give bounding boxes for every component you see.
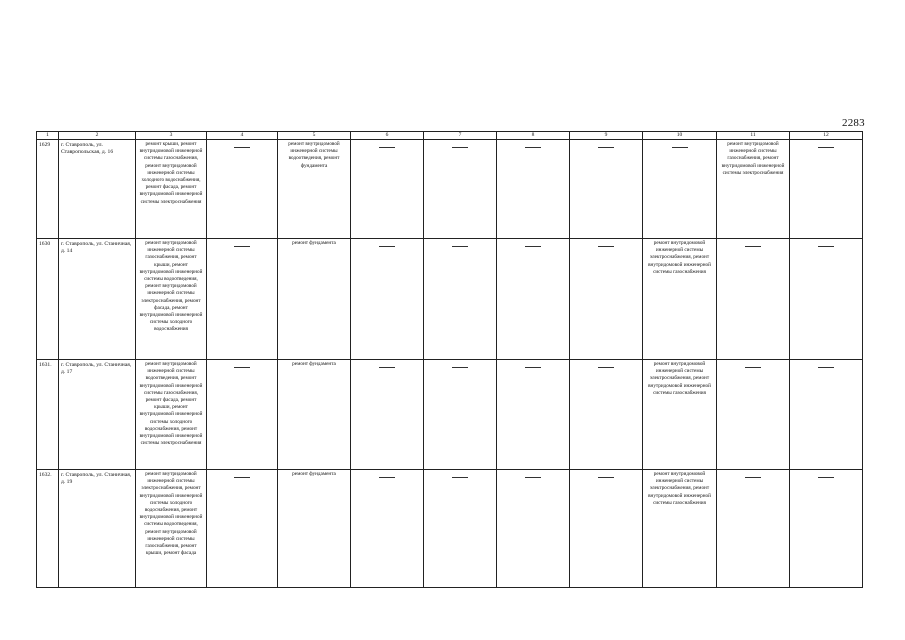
dash-mark xyxy=(598,246,614,247)
dash-mark xyxy=(379,477,395,478)
empty-cell xyxy=(351,239,424,360)
column-header: 9 xyxy=(570,132,643,140)
table-cell xyxy=(136,360,207,470)
dash-mark xyxy=(234,246,250,247)
empty-cell xyxy=(497,360,570,470)
table-cell xyxy=(59,360,136,470)
dash-mark xyxy=(525,367,541,368)
table-cell xyxy=(37,470,59,588)
empty-cell xyxy=(570,470,643,588)
column-header: 5 xyxy=(278,132,351,140)
work-list-cell: ремонт внутридомовой инженерной системы электроснабжения, ремонт внутридомовой инженерной системы холодного водоснабжения, ремонт внутридомовой инженерной системы водоотведения, ремонт внутридомовой инженерной системы газоснабжения, ремонт крыши, ремонт фасада xyxy=(139,471,203,557)
row-number: 1630 xyxy=(39,241,51,247)
empty-cell xyxy=(207,360,278,470)
work-list-cell: ремонт внутридомовой инженерной системы газоснабжения, ремонт внутридомовой инженерной системы электроснабжения xyxy=(721,141,785,176)
table-cell xyxy=(59,140,136,239)
dash-mark xyxy=(525,477,541,478)
column-header: 8 xyxy=(497,132,570,140)
dash-mark xyxy=(745,477,761,478)
table-cell xyxy=(136,140,207,239)
empty-cell xyxy=(717,239,790,360)
dash-mark xyxy=(525,246,541,247)
dash-mark xyxy=(745,246,761,247)
dash-mark xyxy=(234,477,250,478)
table-cell xyxy=(59,470,136,588)
row-number: 1631. xyxy=(39,362,52,368)
table-cell xyxy=(59,239,136,360)
table-cell xyxy=(278,140,351,239)
dash-mark xyxy=(452,477,468,478)
dash-mark xyxy=(818,477,834,478)
work-list-cell: ремонт внутридомовой инженерной системы электроснабжения, ремонт внутридомовой инженерной системы газоснабжения xyxy=(648,361,711,396)
empty-cell xyxy=(207,239,278,360)
empty-cell xyxy=(497,239,570,360)
table-cell xyxy=(278,470,351,588)
work-list-cell: ремонт внутридомовой инженерной системы водоотведения, ремонт внутридомовой инженерной системы газоснабжения, ремонт фасада, ремонт крыши, ремонт внутридомовой инженерной системы холодного водоснабжения, ремонт внутридомовой инженерной системы электроснабжения xyxy=(139,361,203,447)
empty-cell xyxy=(351,470,424,588)
empty-cell xyxy=(207,470,278,588)
empty-cell xyxy=(790,360,863,470)
address-cell: г. Ставрополь, ул. Ставропольская, д. 16 xyxy=(61,142,114,156)
dash-mark xyxy=(598,367,614,368)
empty-cell xyxy=(207,140,278,239)
column-header: 2 xyxy=(59,132,136,140)
table-cell xyxy=(278,360,351,470)
empty-cell xyxy=(570,239,643,360)
table-cell xyxy=(278,239,351,360)
empty-cell xyxy=(351,360,424,470)
page-number: 2283 xyxy=(842,117,865,129)
dash-mark xyxy=(818,367,834,368)
column-header: 7 xyxy=(424,132,497,140)
table-cell xyxy=(717,140,790,239)
work-list-cell: ремонт внутридомовой инженерной системы электроснабжения, ремонт внутридомовой инженерной системы газоснабжения xyxy=(648,240,711,275)
empty-cell xyxy=(424,360,497,470)
empty-cell xyxy=(424,239,497,360)
table-row xyxy=(37,140,863,239)
dash-mark xyxy=(525,147,541,148)
table-cell xyxy=(136,470,207,588)
empty-cell xyxy=(790,470,863,588)
empty-cell xyxy=(717,360,790,470)
dash-mark xyxy=(379,147,395,148)
row-number: 1629 xyxy=(39,142,51,148)
column-header: 10 xyxy=(643,132,717,140)
column-header: 12 xyxy=(790,132,863,140)
table-cell xyxy=(643,470,717,588)
empty-cell xyxy=(790,140,863,239)
empty-cell xyxy=(570,140,643,239)
dash-mark xyxy=(452,147,468,148)
table-row xyxy=(37,239,863,360)
empty-cell xyxy=(570,360,643,470)
row-number: 1632. xyxy=(39,472,52,478)
work-list-cell: ремонт внутридомовой инженерной системы газоснабжения, ремонт крыши, ремонт внутридомовой инженерной системы водоотведения, ремонт внутридомовой инженерной системы электроснабжения, ремонт фасада, ремонт внутридомовой инженерной системы холодного водоснабжения xyxy=(139,240,203,333)
address-cell: г. Ставрополь, ул. Станичная, д. 14 xyxy=(61,241,132,255)
capital-repair-table xyxy=(36,131,863,588)
table-row xyxy=(37,470,863,588)
column-header: 6 xyxy=(351,132,424,140)
table-row xyxy=(37,360,863,470)
table-cell xyxy=(136,239,207,360)
work-list-cell: ремонт внутридомовой инженерной системы водоотведения, ремонт фундамента xyxy=(288,141,340,169)
work-list-cell: ремонт фундамента xyxy=(292,240,336,246)
dash-mark xyxy=(234,147,250,148)
dash-mark xyxy=(598,477,614,478)
dash-mark xyxy=(379,246,395,247)
column-header: 11 xyxy=(717,132,790,140)
dash-mark xyxy=(234,367,250,368)
empty-cell xyxy=(424,140,497,239)
dash-mark xyxy=(452,367,468,368)
empty-cell xyxy=(790,239,863,360)
address-cell: г. Ставрополь, ул. Станичная, д. 19 xyxy=(61,472,132,486)
dash-mark xyxy=(672,147,688,148)
table-cell xyxy=(643,239,717,360)
empty-cell xyxy=(643,140,717,239)
table-cell xyxy=(37,360,59,470)
address-cell: г. Ставрополь, ул. Станичная, д. 17 xyxy=(61,362,132,376)
empty-cell xyxy=(717,470,790,588)
dash-mark xyxy=(745,367,761,368)
column-number-row xyxy=(37,132,863,140)
column-header: 1 xyxy=(37,132,59,140)
column-header: 3 xyxy=(136,132,207,140)
empty-cell xyxy=(424,470,497,588)
dash-mark xyxy=(452,246,468,247)
table-cell xyxy=(643,360,717,470)
work-list-cell: ремонт крыши, ремонт внутридомовой инженерной системы газоснабжения, ремонт внутридомовой инженерной системы холодного водоснабжения, ремонт фасада, ремонт внутридомовой инженерной системы электроснабжения xyxy=(139,141,203,205)
dash-mark xyxy=(818,246,834,247)
work-list-cell: ремонт фундамента xyxy=(292,361,336,367)
dash-mark xyxy=(598,147,614,148)
dash-mark xyxy=(379,367,395,368)
work-list-cell: ремонт внутридомовой инженерной системы электроснабжения, ремонт внутридомовой инженерной системы газоснабжения xyxy=(648,471,711,506)
table-cell xyxy=(37,140,59,239)
table-cell xyxy=(37,239,59,360)
dash-mark xyxy=(818,147,834,148)
empty-cell xyxy=(497,140,570,239)
work-list-cell: ремонт фундамента xyxy=(292,471,336,477)
empty-cell xyxy=(351,140,424,239)
empty-cell xyxy=(497,470,570,588)
column-header: 4 xyxy=(207,132,278,140)
